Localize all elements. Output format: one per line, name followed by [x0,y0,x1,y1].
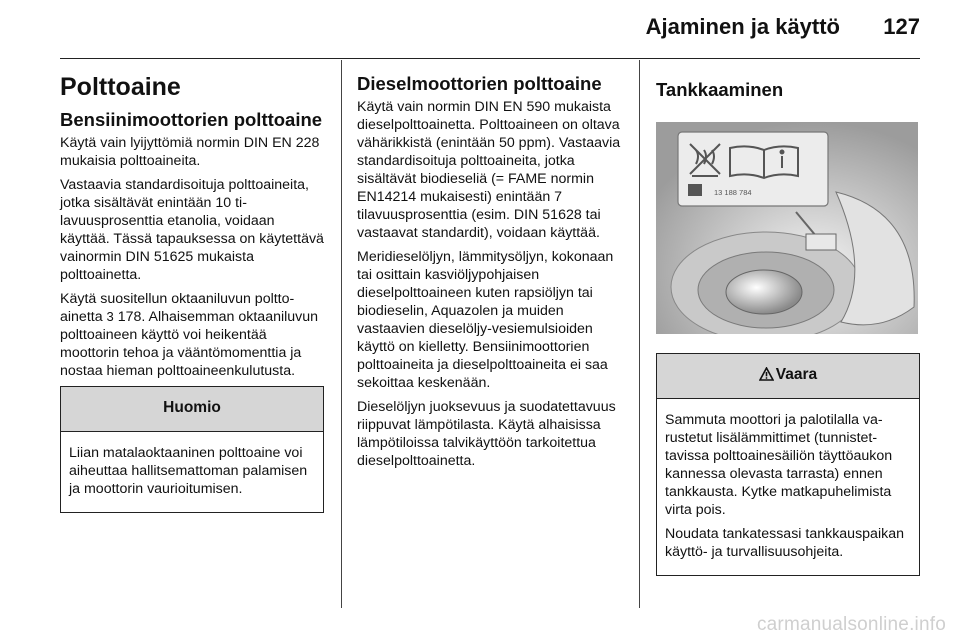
paragraph: Dieselöljyn juoksevuus ja suodatettavuus riippuvat lämpötilasta. Käytä alhaisissa lämpötiloissa talvikäyttöön tarkoitettua dieselpolttoainetta. [357,399,616,469]
column-1 [60,72,324,513]
paragraph: Käytä vain lyijyttömiä normin DIN EN 228 mukaisia polttoaineita. [60,135,320,169]
warning-box [656,353,920,576]
warning-text: Sammuta moottori ja palotilalla varustetut lisälämmittimet (tunnistettavissa polttoainesäiliön täyttöaukon kannessa olevasta tarrasta) ennen tankkausta. Kytke matkapuhelimista virta pois. [665,412,893,518]
paragraph: Vastaavia standardisoituja polttoaineita, jotka sisältävät enintään 10 tilavuusprosenttia etanolia, voidaan käyttää. Tässä tapauksessa on käytettävä vainormin DIN 51625 mukaista polttoainetta. [60,177,324,283]
warning-heading-text: Vaara [775,366,818,383]
fuel-filler-flap-figure [656,122,918,334]
warning-text: Noudata tankatessasi tankkauspaikan käyttö- ja turvallisuusohjeita. [665,526,904,560]
page-reference-icon[interactable]: 3 [106,309,114,324]
header-rule [60,58,920,59]
section-title-diesel: Dieselmoottorien polttoaine [357,73,602,94]
warning-heading [657,354,919,399]
paragraph: Käytä vain normin DIN EN 590 mukaista dieselpolttoainetta. Polttoaineen on oltava vähärikkistä (enintään 50 ppm). Vastaavia standardisoituja polttoaineita, jotka sisältävät biodieseliä (= FAME normin EN14214 mukaisesti) enintään 7 tilavuusprosenttia (esim. DIN 51628 tai vastaavat standardit), voidaan käyttää. [357,99,621,241]
page-number: 127 [883,14,920,39]
page-header-title: Ajaminen ja käyttö [645,14,840,39]
watermark: carmanualsonline.info [756,614,946,635]
column-3 [656,72,920,576]
warning-triangle-icon [759,367,774,381]
column-2 [357,72,623,476]
notice-box [60,386,324,513]
warning-body [657,399,919,575]
column-divider-1 [341,60,342,608]
column-divider-2 [639,60,640,608]
figure-code: 13 188 784 [714,188,752,197]
section-title-petrol: Bensiinimoottorien polttoaine [60,109,323,130]
sticker-barcode-icon [688,184,702,196]
section-title-refuelling: Tankkaaminen [656,79,784,100]
paragraph [60,290,324,380]
notice-heading: Huomio [61,387,323,432]
paragraph-text: 178. Alhaisemman oktaaniluvun polttoaineen käyttö voi heikentää moottorin tehoa ja vääntömomenttia ja nostaa hieman polttoaineenkulutusta. [60,309,319,379]
paragraph-text: Käytä suositellun oktaaniluvun polttoainetta [60,291,295,325]
notice-text: Liian matalaoktaaninen polttoaine voi aiheuttaa hallitsemattoman palamisen ja moottorin vaurioitumisen. [69,445,308,497]
paragraph: Meridieselöljyn, lämmitysöljyn, kokonaan tai osittain kasviöljypohjaisen dieselpolttoaineen kuten rapsiöljyn tai biodieselin, Aquazolen ja muiden vastaavien dieselöljy-vesiemulsioiden käyttö on kielletty. Bensiinimoottorien polttoaineita ja dieselpolttoaineita ei saa sekoittaa keskenään. [357,249,614,391]
notice-body [61,432,323,512]
page-title: Polttoaine [60,73,181,101]
